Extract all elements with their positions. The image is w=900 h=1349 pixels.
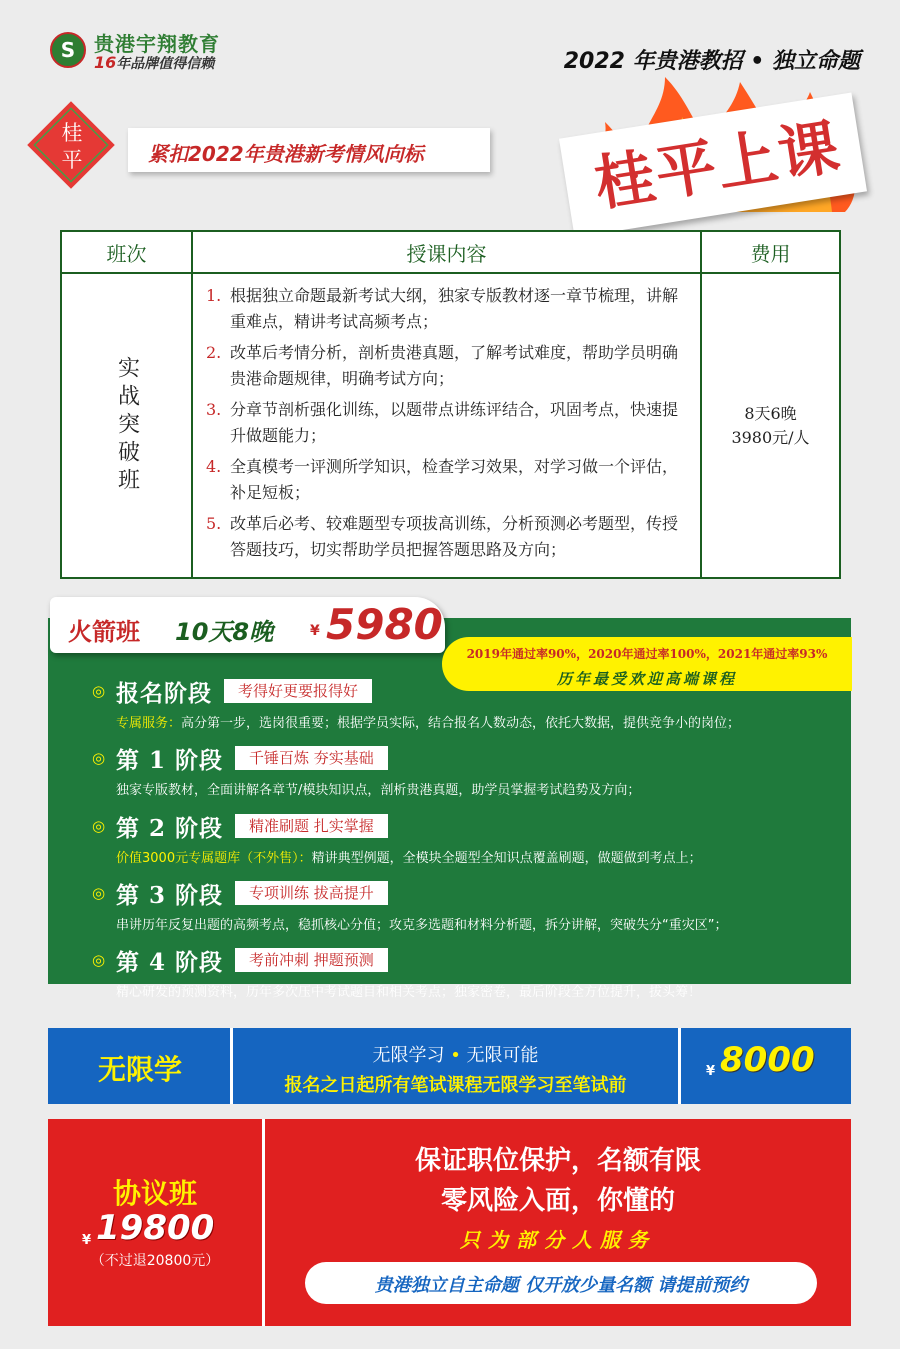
agreement-class-name: 协议班 (112, 1177, 197, 1210)
unlimited-class-name: 无限学 (97, 1053, 182, 1086)
col-header-class: 班次 (61, 231, 192, 273)
hero-title: 桂平上课 (589, 111, 846, 220)
agreement-line1: 保证职位保护，名额有限 (414, 1146, 701, 1176)
stage-4 (92, 945, 832, 1000)
subtitle-banner-text: 紧扣2022年贵港新考情风向标 (148, 142, 424, 166)
rocket-tagline: 历年最受欢迎高端课程 (556, 670, 737, 688)
pass-rate-text: 2019年通过率90%，2020年通过率100%，2021年通过率93% (466, 647, 828, 661)
unlimited-currency: ¥ (706, 1064, 716, 1079)
list-item (206, 283, 687, 335)
header-title: 2022 年贵港教招 • 独立命题 (563, 49, 860, 74)
agreement-refund-note: （不过退20800元） (90, 1253, 220, 1269)
stage-desc-text: 串讲历年反复出题的高频考点，稳抓核心分值；攻克多选题和材料分析题，拆分讲解，突破失分“重灾区”； (116, 918, 728, 933)
stage-label: 第 1 阶段 (116, 746, 224, 774)
list-item (206, 340, 687, 392)
stage-desc-text: 精心研发的预测资料，历年多次压中考试题目和相关考点；独家密卷，最后阶段全方位提升，拔头筹！ (116, 985, 702, 1000)
stage-desc-text: 高分第一步，选岗很重要；根据学员实际，结合报名人数动态，依托大数据，提供竞争小的岗位； (181, 716, 741, 731)
stage-tag: 千锤百炼 夯实基础 (235, 746, 388, 770)
item-text: 改革后考情分析，剖析贵港真题，了解考试难度，帮助学员明确贵港命题规律，明确考试方向； (230, 343, 679, 388)
stage-desc (116, 981, 832, 1000)
stage-desc-highlight: 价值3000元专属题库（不外售）： (116, 851, 312, 866)
unlimited-slogan-b: 无限可能 (466, 1045, 539, 1066)
stage-2 (92, 811, 832, 866)
dot-icon: • (450, 1045, 461, 1066)
brand-slogan (94, 53, 214, 73)
content-cell (192, 273, 701, 578)
brand-name: 贵港宇翔教育 (94, 32, 220, 56)
divider (678, 1028, 681, 1104)
class-cell (61, 273, 192, 578)
fee-price: 3980元/人 (731, 427, 810, 447)
stage-label: 第 4 阶段 (116, 948, 224, 976)
stage-label: 第 2 阶段 (116, 814, 224, 842)
stage-tag: 考得好更要报得好 (224, 679, 372, 703)
fee-duration: 8天6晚 (744, 403, 797, 423)
stage-label: 报名阶段 (116, 679, 212, 707)
col-header-fee: 费用 (701, 231, 840, 273)
stage-signup (92, 676, 832, 731)
item-text: 全真模考一评测所学知识，检查学习效果，对学习做一个评估，补足短板； (230, 457, 679, 502)
stage-desc (116, 712, 832, 731)
rocket-class-name: 火箭班 (68, 618, 140, 646)
target-icon: ◎ (92, 682, 106, 700)
agreement-line2: 零风险入面，你懂的 (440, 1186, 675, 1216)
stage-label: 第 3 阶段 (116, 881, 224, 909)
target-icon: ◎ (92, 884, 106, 902)
diamond-badge-text (52, 120, 92, 174)
fee-cell (701, 273, 840, 578)
stage-1 (92, 743, 832, 798)
item-number: 5. (206, 514, 222, 533)
item-text: 根据独立命题最新考试大纲，独家专版教材逐一章节梳理，讲解重难点，精讲考试高频考点； (230, 286, 679, 331)
logo-icon: S (50, 32, 86, 68)
item-text: 分章节剖析强化训练，以题带点讲练评结合，巩固考点，快速提升做题能力； (230, 400, 679, 445)
slogan-text: 年品牌值得信赖 (116, 56, 215, 72)
rocket-duration: 10天8晚 (175, 618, 274, 646)
course-table (60, 230, 841, 579)
stage-desc (116, 914, 832, 933)
rocket-price: 5980 (326, 600, 443, 649)
unlimited-price: 8000 (720, 1040, 815, 1080)
stage-desc (116, 779, 832, 798)
list-item (206, 454, 687, 506)
stage-tag: 专项训练 拔高提升 (235, 881, 388, 905)
stage-desc-highlight: 专属服务： (116, 716, 182, 731)
agreement-price: 19800 (96, 1208, 215, 1248)
stage-tag: 考前冲刺 押题预测 (235, 948, 388, 972)
rocket-currency: ¥ (310, 623, 320, 639)
agreement-line3: 只为部分人服务 (460, 1228, 656, 1252)
slogan-number: 16 (94, 53, 117, 72)
class-name: 实战突破班 (114, 355, 140, 496)
unlimited-desc: 报名之日起所有笔试课程无限学习至笔试前 (284, 1075, 627, 1096)
badge-line1: 桂 (61, 121, 83, 145)
list-item (206, 397, 687, 449)
stage-desc-text: 独家专版教材，全面讲解各章节/模块知识点，剖析贵港真题，助学员掌握考试趋势及方向； (116, 783, 641, 798)
target-icon: ◎ (92, 817, 106, 835)
item-number: 3. (206, 400, 222, 419)
unlimited-slogan-a: 无限学习 (372, 1045, 445, 1066)
fee-text (703, 402, 838, 450)
stage-3 (92, 878, 832, 933)
stage-desc (116, 847, 832, 866)
stage-tag: 精准刷题 扎实掌握 (235, 814, 388, 838)
unlimited-slogan (233, 1041, 678, 1067)
item-text: 改革后必考、较难题型专项拔高训练，分析预测必考题型，传授答题技巧，切实帮助学员把握答题思路及方向； (230, 514, 679, 559)
target-icon: ◎ (92, 951, 106, 969)
col-header-content: 授课内容 (192, 231, 701, 273)
list-item (206, 511, 687, 563)
table-header-row (61, 231, 840, 273)
content-list (194, 275, 699, 576)
item-number: 4. (206, 457, 222, 476)
table-row (61, 273, 840, 578)
item-number: 1. (206, 286, 222, 305)
item-number: 2. (206, 343, 222, 362)
agreement-pill-text: 贵港独立自主命题 仅开放少量名额 请提前预约 (374, 1275, 748, 1296)
badge-line2: 平 (61, 148, 83, 172)
target-icon: ◎ (92, 749, 106, 767)
agreement-currency: ¥ (82, 1233, 92, 1248)
stage-desc-text: 精讲典型例题，全模块全题型全知识点覆盖刷题，做题做到考点上； (311, 851, 702, 866)
